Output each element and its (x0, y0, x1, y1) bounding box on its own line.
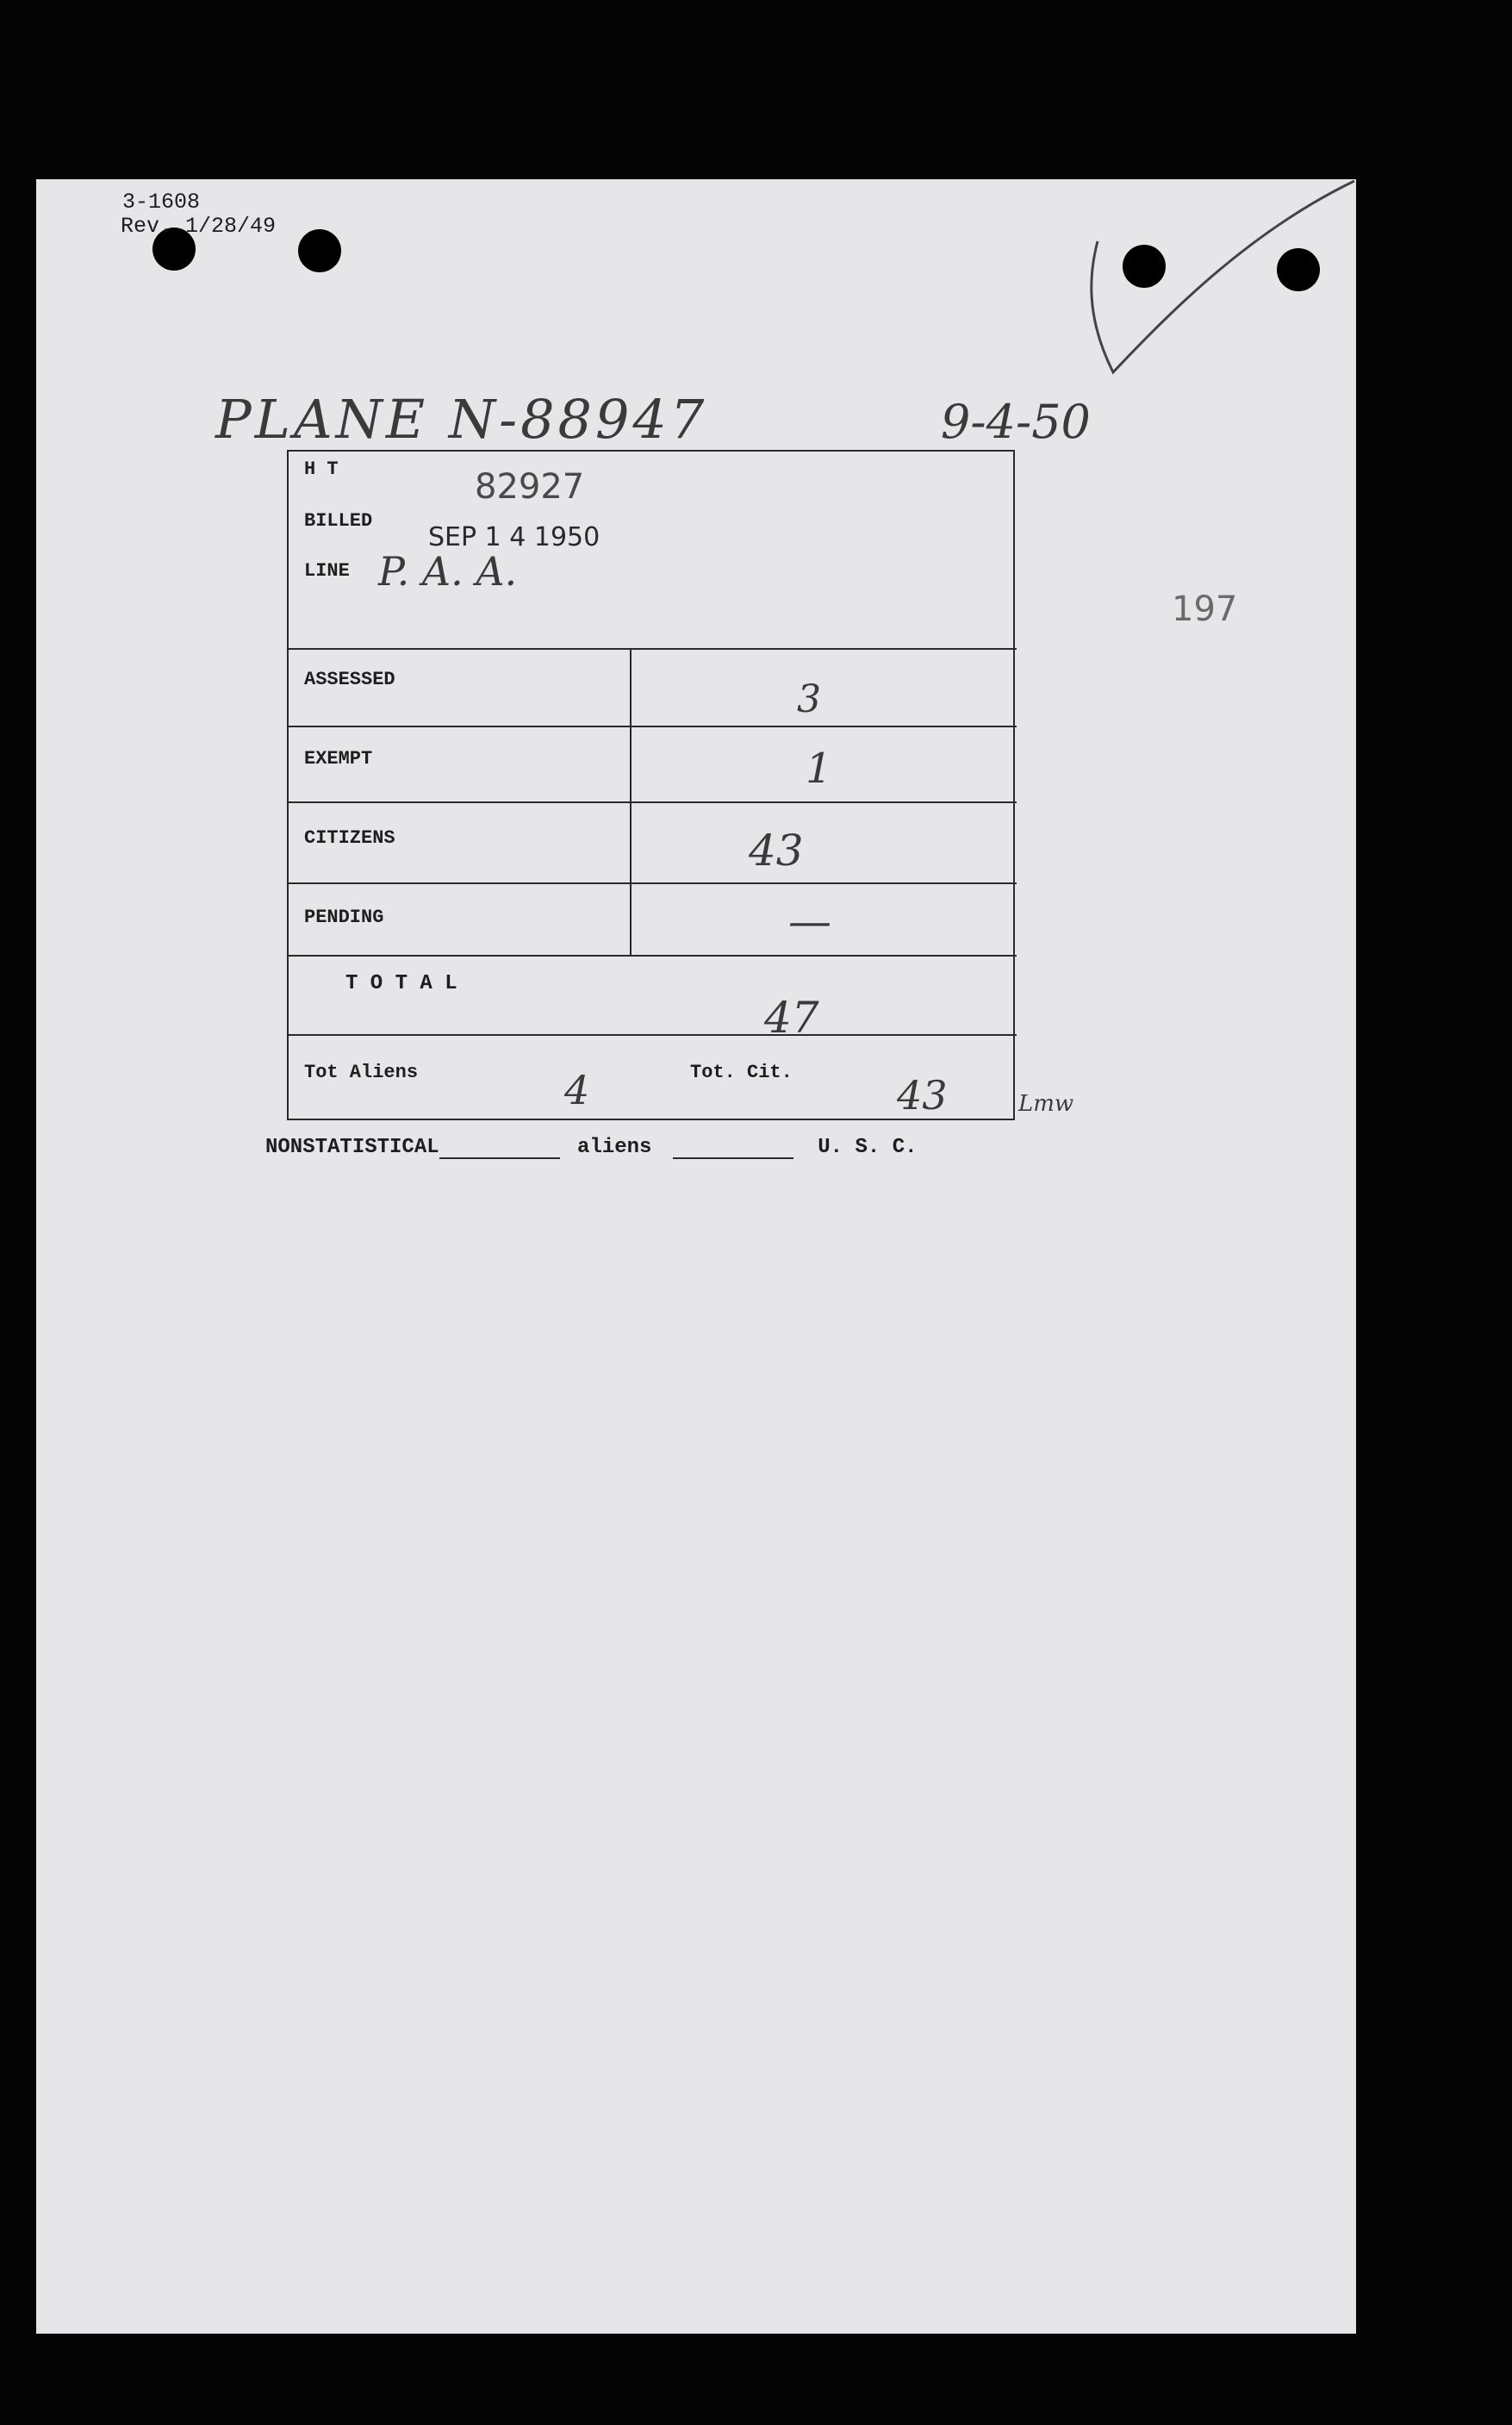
divider (289, 882, 1017, 884)
aliens-label: aliens (577, 1136, 652, 1159)
line-label: LINE (304, 560, 350, 582)
aliens-blank (673, 1157, 793, 1159)
entry-form (287, 450, 1015, 1120)
nonstatistical-label: NONSTATISTICAL (265, 1136, 439, 1159)
nonstatistical-blank (439, 1157, 560, 1159)
row-label-assessed: ASSESSED (304, 669, 395, 690)
divider (289, 648, 1017, 650)
form-number: 3-1608 (122, 190, 201, 215)
tot-cit-value: 43 (897, 1072, 948, 1119)
row-value-pending: — (788, 896, 831, 946)
row-label-pending: PENDING (304, 907, 384, 928)
total-label: T O T A L (345, 972, 457, 995)
line-value: P. A. A. (378, 548, 518, 595)
footer-line (265, 1136, 918, 1159)
tot-cit-label: Tot. Cit. (690, 1062, 793, 1083)
divider (289, 1034, 1017, 1036)
tot-aliens-label: Tot Aliens (304, 1062, 419, 1083)
row-label-citizens: CITIZENS (304, 827, 395, 849)
usc-label: U. S. C. (818, 1136, 918, 1159)
ht-number: 82927 (475, 467, 585, 507)
checkmark-icon (1079, 179, 1363, 386)
row-label-exempt: EXEMPT (304, 748, 373, 770)
row-value-exempt: 1 (806, 745, 832, 793)
divider (289, 955, 1017, 957)
tot-aliens-value: 4 (564, 1067, 590, 1113)
billed-label: BILLED (304, 510, 373, 532)
header-date: 9-4-50 (941, 395, 1091, 449)
plane-header: PLANE N-88947 (215, 388, 708, 451)
total-value: 47 (764, 993, 819, 1043)
form-revision: Rev. 1/28/49 (121, 214, 277, 239)
row-value-assessed: 3 (797, 677, 821, 721)
initials: Lmw (1018, 1091, 1074, 1117)
column-divider (630, 648, 632, 955)
row-value-citizens: 43 (749, 826, 804, 876)
ht-label: H T (304, 458, 339, 480)
divider (289, 801, 1017, 803)
divider (289, 726, 1017, 727)
billed-date: SEP 1 4 1950 (428, 522, 600, 552)
page-number: 197 (1172, 589, 1238, 629)
punch-hole-left-2 (298, 229, 341, 272)
